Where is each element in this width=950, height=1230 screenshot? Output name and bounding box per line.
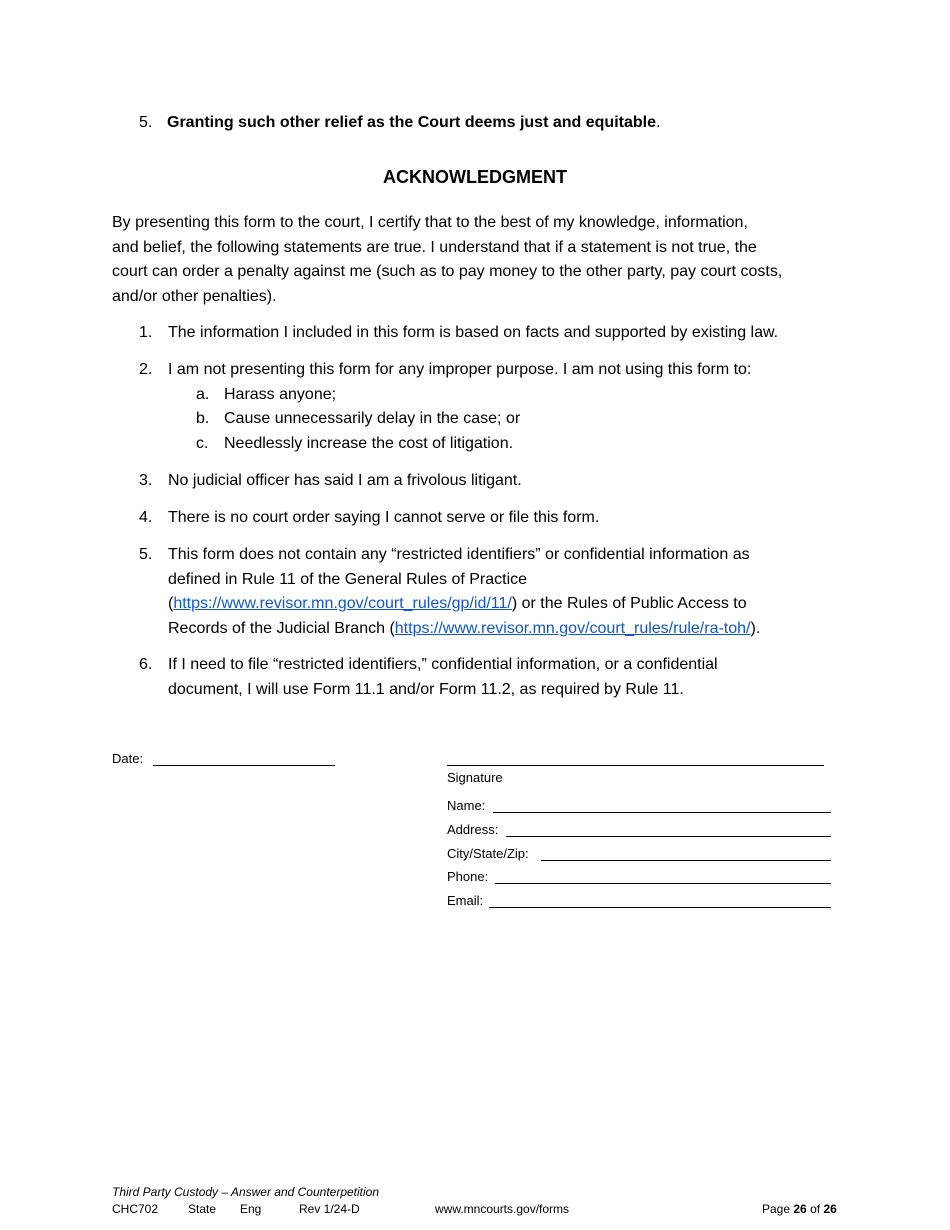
paren-close: ). — [750, 619, 761, 637]
ack-item-text: This form does not contain any “restricted identifiers” or confidential information as — [168, 546, 750, 563]
email-field[interactable] — [489, 907, 831, 908]
ack-item-number: 3. — [139, 472, 153, 489]
ack-item-4 — [139, 506, 859, 531]
ack-item-text: document, I will use Form 11.1 and/or Form 11.2, as required by Rule 11. — [168, 680, 684, 698]
footer-jurisdiction: State — [188, 1202, 217, 1216]
ack-item-text: defined in Rule 11 of the General Rules of Practice — [168, 570, 528, 588]
ack-item-1 — [139, 321, 859, 346]
acknowledgment-intro — [112, 211, 852, 309]
name-field[interactable] — [493, 812, 831, 813]
ack-item-text-line — [168, 592, 859, 617]
relief-item-period: . — [655, 114, 661, 131]
phone-field[interactable] — [495, 883, 831, 884]
footer-revision: Rev 1/24-D — [299, 1202, 360, 1216]
ack-item-number: 2. — [139, 361, 153, 378]
ack-item-3 — [139, 469, 859, 494]
ack-item-text: I am not presenting this form for any improper purpose. I am not using this form to: — [168, 361, 752, 378]
footer-form-code: CHC702 — [112, 1202, 159, 1216]
name-label: Name: — [447, 798, 486, 813]
relief-item-text: Granting such other relief as the Court deems just and equitable — [167, 114, 656, 131]
date-label: Date: — [112, 751, 144, 766]
ack-item-text: Records of the Judicial Branch ( — [168, 619, 395, 637]
intro-line: and/or other penalties). — [112, 287, 277, 305]
page-current: 26 — [793, 1202, 807, 1216]
email-label: Email: — [447, 893, 484, 908]
city-state-zip-label: City/State/Zip: — [447, 846, 529, 861]
footer-title: Third Party Custody – Answer and Counterpetition — [112, 1185, 380, 1199]
paren-open: ( — [168, 595, 174, 612]
ack-item-number: 5. — [139, 546, 153, 563]
ack-item-6 — [139, 653, 859, 702]
ack-subitem-text: Cause unnecessarily delay in the case; or — [224, 410, 521, 427]
signature-field[interactable] — [447, 765, 824, 766]
ack-subitem — [196, 383, 859, 408]
ack-item-number: 1. — [139, 324, 153, 341]
footer-language: Eng — [240, 1202, 262, 1216]
ack-item-text: There is no court order saying I cannot serve or file this form. — [168, 509, 600, 526]
ack-item-number: 4. — [139, 509, 153, 526]
public-access-rules-link[interactable]: https://www.revisor.mn.gov/court_rules/rule/ra-toh/ — [394, 619, 751, 637]
rule-11-link[interactable]: https://www.revisor.mn.gov/court_rules/gp/id/11/ — [173, 595, 512, 612]
ack-item-text-line — [168, 617, 859, 642]
relief-item-number: 5. — [139, 114, 153, 131]
ack-subitem-letter: a. — [196, 385, 210, 403]
ack-item-text: ) or the Rules of Public Access to — [511, 595, 747, 612]
ack-item-number: 6. — [139, 656, 153, 673]
ack-subitem-letter: c. — [196, 434, 209, 452]
acknowledgment-heading: ACKNOWLEDGMENT — [383, 167, 567, 187]
ack-subitem-text: Harass anyone; — [224, 385, 337, 403]
relief-item — [139, 111, 859, 136]
intro-line: court can order a penalty against me (such as to pay money to the other party, pay court costs, — [112, 263, 783, 280]
ack-subitem-text: Needlessly increase the cost of litigation. — [224, 434, 514, 452]
page-total: 26 — [823, 1202, 837, 1216]
date-field[interactable] — [153, 765, 335, 766]
address-label: Address: — [447, 822, 499, 837]
ack-item-text: The information I included in this form is based on facts and supported by existing law. — [168, 324, 779, 341]
address-field[interactable] — [506, 836, 831, 837]
phone-label: Phone: — [447, 869, 489, 884]
ack-item-text: If I need to file “restricted identifiers,” confidential information, or a confidential — [168, 656, 718, 673]
ack-subitem-letter: b. — [196, 410, 210, 427]
signature-label: Signature — [447, 770, 503, 785]
page-prefix: Page — [762, 1202, 791, 1216]
ack-subitem — [196, 407, 859, 432]
page-of: of — [810, 1202, 821, 1216]
ack-item-text: No judicial officer has said I am a frivolous litigant. — [168, 472, 522, 489]
ack-subitem — [196, 432, 859, 457]
page-number — [762, 1202, 837, 1216]
footer-website: www.mncourts.gov/forms — [435, 1202, 570, 1216]
ack-item-2 — [139, 358, 859, 456]
intro-line: and belief, the following statements are true. I understand that if a statement is not true, the — [112, 238, 757, 256]
city-state-zip-field[interactable] — [541, 860, 831, 861]
intro-line: By presenting this form to the court, I certify that to the best of my knowledge, information, — [112, 214, 748, 231]
ack-item-5 — [139, 543, 859, 641]
